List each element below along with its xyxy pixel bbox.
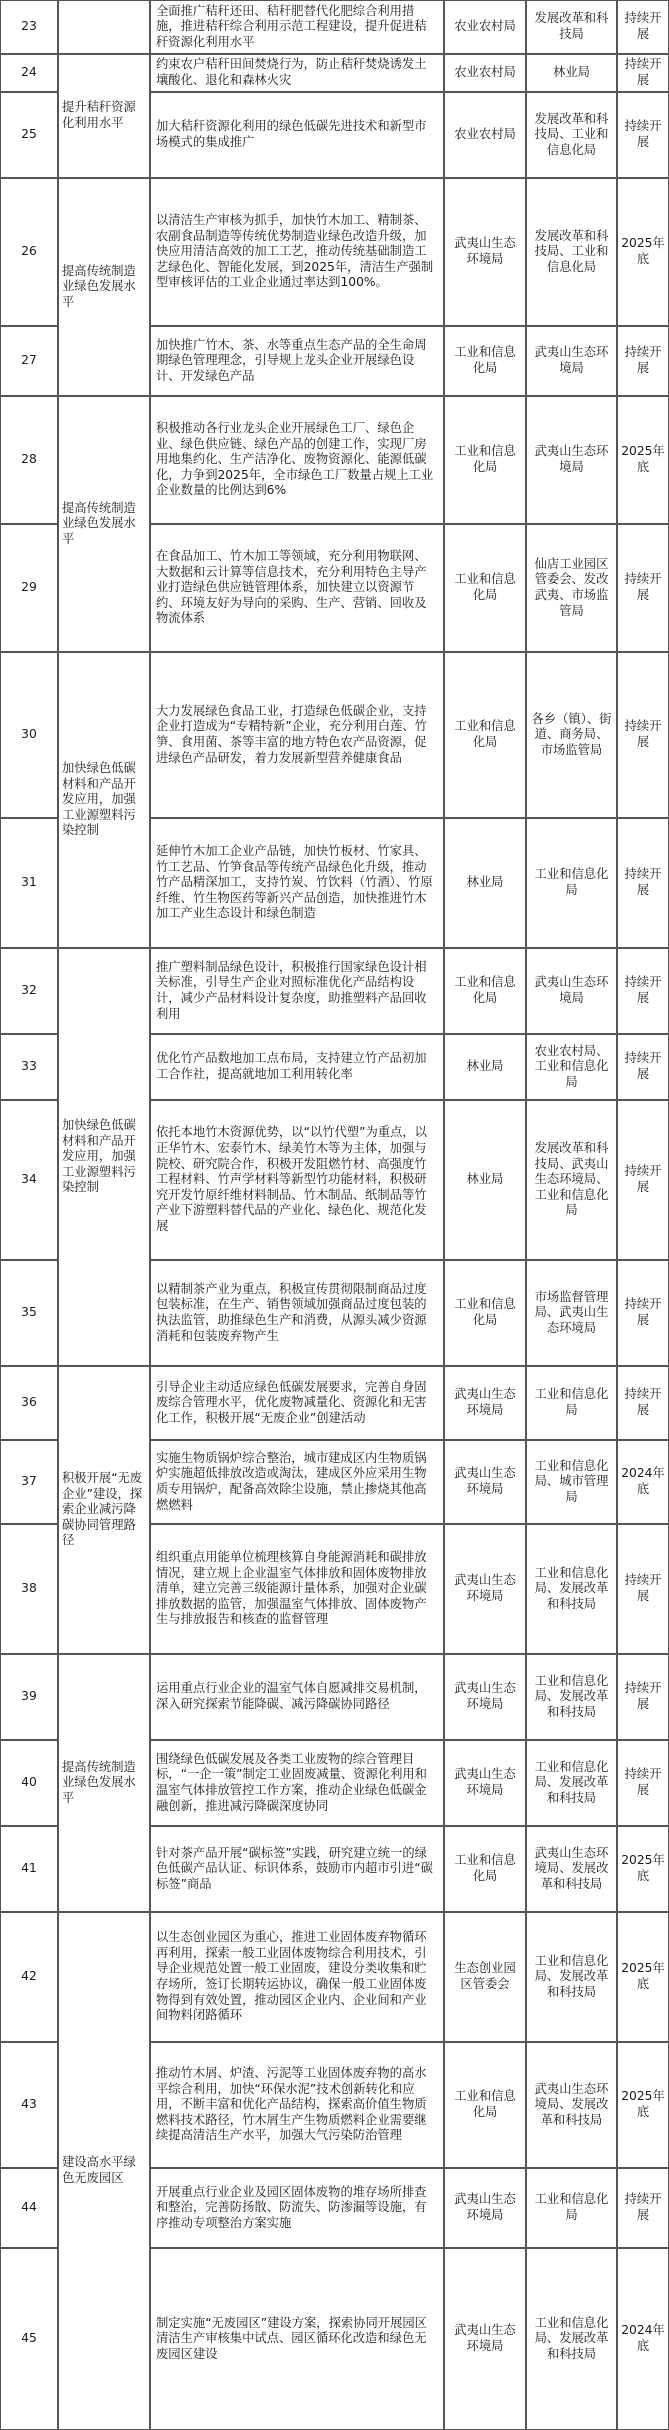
- lead-unit-text: 工业和信息化局: [454, 345, 516, 375]
- row-number: [0, 396, 58, 524]
- row-number-text: 40: [21, 1775, 37, 1790]
- responsible-unit: [526, 1366, 617, 1440]
- row-number: [0, 2168, 58, 2248]
- time-limit: [617, 524, 669, 652]
- task-content: [150, 1366, 444, 1440]
- responsible-unit: [526, 1100, 617, 1260]
- task-content-text: 加快推广竹木、茶、水等重点生态产品的全生命周期绿色管理理念，引导规上龙头企业开展绿色设计、开发绿色产品: [156, 337, 427, 383]
- time-limit: [617, 1524, 669, 1654]
- category-cell: [58, 1366, 150, 1654]
- time-limit-text: 2025年底: [621, 236, 665, 266]
- time-limit: [617, 1740, 669, 1826]
- lead-unit-text: 工业和信息化局: [454, 719, 516, 749]
- responsible-unit-text: 发展改革和科技局: [534, 11, 609, 41]
- row-number: [0, 818, 58, 948]
- row-number-text: 32: [21, 983, 37, 998]
- row-number-text: 31: [21, 875, 37, 890]
- category-text: 提升秸秆资源化利用水平: [62, 100, 136, 130]
- time-limit-text: 持续开展: [624, 11, 662, 41]
- time-limit-text: 持续开展: [624, 867, 662, 897]
- lead-unit-text: 武夷山生态环境局: [454, 1573, 516, 1603]
- task-content: [150, 54, 444, 92]
- time-limit: [617, 1912, 669, 2042]
- row-number: [0, 1740, 58, 1826]
- task-content: [150, 1260, 444, 1366]
- responsible-unit: [526, 1740, 617, 1826]
- responsible-unit: [526, 1260, 617, 1366]
- responsible-unit: [526, 652, 617, 818]
- time-limit: [617, 1260, 669, 1366]
- time-limit: [617, 2248, 669, 2430]
- responsible-unit-text: 武夷山生态环境局: [534, 975, 609, 1005]
- time-limit-text: 2024年底: [621, 1466, 665, 1496]
- responsible-unit: [526, 1524, 617, 1654]
- lead-unit: [444, 1100, 526, 1260]
- lead-unit: [444, 948, 526, 1034]
- row-number: [0, 1100, 58, 1260]
- responsible-unit: [526, 92, 617, 178]
- category-text: 提高传统制造业绿色发展水平: [62, 263, 136, 309]
- lead-unit: [444, 396, 526, 524]
- task-content: [150, 652, 444, 818]
- row-number-text: 44: [21, 2200, 37, 2215]
- row-number-text: 45: [21, 2331, 37, 2346]
- responsible-unit: [526, 1654, 617, 1740]
- time-limit: [617, 1654, 669, 1740]
- task-content: [150, 2042, 444, 2168]
- task-content: [150, 948, 444, 1034]
- row-number: [0, 2042, 58, 2168]
- lead-unit: [444, 524, 526, 652]
- time-limit-text: 持续开展: [624, 1681, 662, 1711]
- responsible-unit-text: 武夷山生态环境局、发展改革和科技局: [534, 2081, 609, 2127]
- lead-unit: [444, 92, 526, 178]
- row-number-text: 23: [21, 19, 37, 34]
- time-limit-text: 持续开展: [624, 1767, 662, 1797]
- responsible-unit-text: 工业和信息化局: [534, 867, 609, 897]
- lead-unit: [444, 1524, 526, 1654]
- responsible-unit-text: 工业和信息化局、发展改革和科技局: [534, 1759, 609, 1805]
- time-limit-text: 持续开展: [624, 2192, 662, 2222]
- responsible-unit-text: 工业和信息化局: [534, 1387, 609, 1417]
- lead-unit-text: 林业局: [466, 1172, 504, 1187]
- responsible-unit-text: 武夷山生态环境局: [534, 345, 609, 375]
- row-number-text: 42: [21, 1969, 37, 1984]
- task-content: [150, 92, 444, 178]
- responsible-unit: [526, 524, 617, 652]
- time-limit: [617, 2042, 669, 2168]
- row-number: [0, 652, 58, 818]
- task-content-text: 大力发展绿色食品工业，打造绿色低碳企业，支持企业打造成为“专精特新”企业，充分利用白莲、竹笋、食用菌、茶等丰富的地方特色农产品资源，促进绿色产品研发，着力发展新型营养健康食品: [156, 703, 427, 765]
- lead-unit-text: 工业和信息化局: [454, 444, 516, 474]
- time-limit: [617, 396, 669, 524]
- lead-unit-text: 武夷山生态环境局: [454, 2323, 516, 2353]
- category-text: 加快绿色低碳材料和产品开发应用，加强工业源塑料污染控制: [62, 1118, 136, 1195]
- task-content: [150, 524, 444, 652]
- task-content-text: 针对茶产品开展“碳标签”实践，研究建立统一的绿色低碳产品认证、标识体系，鼓励市内超市引进“碳标签”商品: [156, 1845, 433, 1891]
- time-limit-text: 2025年底: [621, 2089, 665, 2119]
- row-number: [0, 524, 58, 652]
- lead-unit-text: 工业和信息化局: [454, 1297, 516, 1327]
- responsible-unit-text: 林业局: [553, 65, 590, 80]
- row-number-text: 39: [21, 1689, 37, 1704]
- time-limit-text: 持续开展: [624, 57, 662, 87]
- time-limit-text: 2025年底: [621, 444, 665, 474]
- responsible-unit: [526, 396, 617, 524]
- responsible-unit: [526, 948, 617, 1034]
- lead-unit-text: 农业农村局: [454, 19, 516, 34]
- row-number-text: 28: [21, 452, 37, 467]
- row-number-text: 26: [21, 244, 37, 259]
- lead-unit: [444, 2248, 526, 2430]
- row-number: [0, 178, 58, 326]
- task-content-text: 制定实施“无废园区”建设方案，探索协同开展园区清洁生产审核集中试点、园区循环化改造和绿色无废园区建设: [156, 2315, 427, 2361]
- lead-unit: [444, 652, 526, 818]
- time-limit: [617, 1100, 669, 1260]
- responsible-unit-text: 武夷山生态环境局、发展改革和科技局: [534, 1845, 609, 1891]
- row-number: [0, 1826, 58, 1912]
- row-number-text: 38: [21, 1581, 37, 1596]
- responsible-unit: [526, 1440, 617, 1524]
- lead-unit-text: 农业农村局: [454, 65, 516, 80]
- lead-unit-text: 工业和信息化局: [454, 2089, 516, 2119]
- time-limit-text: 持续开展: [624, 1051, 662, 1081]
- responsible-unit-text: 武夷山生态环境局: [534, 444, 609, 474]
- lead-unit: [444, 178, 526, 326]
- time-limit-text: 持续开展: [624, 1297, 662, 1327]
- task-content-text: 实施生物质锅炉综合整治，城市建成区内生物质锅炉实施超低排放改造或淘汰，建成区外应采用生物质专用锅炉，配备高效除尘设施，禁止掺烧其他高燃燃料: [156, 1450, 427, 1512]
- time-limit: [617, 818, 669, 948]
- category-cell: [58, 396, 150, 652]
- responsible-unit: [526, 54, 617, 92]
- lead-unit-text: 农业农村局: [454, 127, 516, 142]
- category-text: 提高传统制造业绿色发展水平: [62, 500, 136, 546]
- task-content-text: 优化竹产品数地加工点布局，支持建立竹产品初加工合作社，提高就地加工利用转化率: [156, 1051, 427, 1081]
- row-number-text: 34: [21, 1172, 37, 1187]
- row-number-text: 35: [21, 1305, 37, 1320]
- responsible-unit-text: 工业和信息化局、城市管理局: [534, 1458, 609, 1504]
- lead-unit: [444, 1440, 526, 1524]
- responsible-unit-text: 工业和信息化局、发展改革和科技局: [534, 1953, 609, 1999]
- time-limit-text: 持续开展: [624, 1387, 662, 1417]
- task-content-text: 以清洁生产审核为抓手，加快竹木加工、精制茶、农副食品制造等传统优势制造业绿色改造升级，加快应用清洁高效的加工工艺，推动传统基础制造工艺绿色化、智能化发展，到2025年，清洁生产强制型审核评估的工业企业通过率达到100%。: [156, 213, 434, 290]
- lead-unit-text: 武夷山生态环境局: [454, 1681, 516, 1711]
- row-number: [0, 326, 58, 396]
- row-number: [0, 2248, 58, 2430]
- category-cell: [58, 652, 150, 948]
- row-number: [0, 1366, 58, 1440]
- responsible-unit: [526, 1912, 617, 2042]
- task-content-text: 以生态创业园区为重心，推进工业固体废弃物循环再利用，探索一般工业固体废物综合利用技术，引导企业规范处置一般工业固废，建设分类收集和贮存场所，签订长期转运协议，确保一般工业固体废物得到有效处置，推动园区企业内、企业间和产业间物料闭路循环: [156, 1930, 427, 2023]
- row-number-text: 43: [21, 2097, 37, 2112]
- lead-unit-text: 生态创业园区管委会: [454, 1961, 516, 1991]
- row-number: [0, 0, 58, 54]
- lead-unit: [444, 1034, 526, 1100]
- responsible-unit: [526, 326, 617, 396]
- time-limit: [617, 652, 669, 818]
- responsible-unit-text: 农业农村局、工业和信息化局: [534, 1043, 609, 1089]
- row-number: [0, 1034, 58, 1100]
- lead-unit-text: 武夷山生态环境局: [454, 1387, 516, 1417]
- row-number-text: 41: [21, 1861, 37, 1876]
- time-limit-text: 持续开展: [624, 975, 662, 1005]
- lead-unit-text: 武夷山生态环境局: [454, 1466, 516, 1496]
- task-content-text: 推广塑料制品绿色设计，积极推行国家绿色设计相关标准，引导生产企业对照标准优化产品结构设计，减少产品材料设计复杂度，助推塑料产品回收利用: [156, 959, 427, 1021]
- responsible-unit-text: 发展改革和科技局、工业和信息化局: [534, 111, 609, 157]
- task-content: [150, 326, 444, 396]
- task-content: [150, 1740, 444, 1826]
- task-content-text: 依托本地竹木资源优势，以“以竹代塑”为重点，以正华竹木、宏泰竹木、绿美竹木等为主体，加强与院校、研究院合作，积极开发阻燃竹材、高强度竹工程材料、竹声学材料等新型竹功能材料，积极研究开发竹原纤维材料制品、竹木制品、纸制品等竹产业下游塑料替代品的产业化、绿色化、规范化发展: [156, 1125, 427, 1233]
- responsible-unit: [526, 1826, 617, 1912]
- task-content-text: 积极推动各行业龙头企业开展绿色工厂、绿色企业、绿色供应链、绿色产品的创建工作，实现厂房用地集约化、生产洁净化、废物资源化、能源低碳化，力争到2025年，全市绿色工厂数量占规上工业企业数量的比例达到6%: [156, 421, 434, 498]
- time-limit: [617, 1366, 669, 1440]
- responsible-unit-text: 工业和信息化局、发展改革和科技局: [534, 1673, 609, 1719]
- time-limit-text: 2025年底: [621, 1853, 665, 1883]
- row-number-text: 37: [21, 1474, 37, 1489]
- lead-unit-text: 工业和信息化局: [454, 572, 516, 602]
- lead-unit-text: 工业和信息化局: [454, 1853, 516, 1883]
- task-content: [150, 1034, 444, 1100]
- task-content-text: 推动竹木屑、炉渣、污泥等工业固体废弃物的高水平综合利用，加快“环保水泥”技术创新转化和应用，不断丰富和优化产品结构，探索高价值生物质燃料技术路径，竹木屑生产生物质燃料企业需要继续提高清洁生产水平，加强大气污染防治管理: [156, 2066, 427, 2143]
- task-content-text: 约束农户秸秆田间焚烧行为，防止秸秆焚烧诱发土壤酸化、退化和森林火灾: [156, 57, 427, 87]
- category-cell: [58, 178, 150, 396]
- row-number-text: 25: [21, 127, 37, 142]
- lead-unit-text: 林业局: [466, 1059, 504, 1074]
- responsible-unit: [526, 178, 617, 326]
- task-content: [150, 1654, 444, 1740]
- lead-unit: [444, 1740, 526, 1826]
- row-number: [0, 1524, 58, 1654]
- responsible-unit-text: 市场监督管理局、武夷山生态环境局: [534, 1289, 609, 1335]
- row-number: [0, 1440, 58, 1524]
- time-limit: [617, 0, 669, 54]
- task-content-text: 延伸竹木加工企业产品链，加快竹板材、竹家具、竹工艺品、竹笋食品等传统产品绿色化升级，推动竹产品精深加工，支持竹炭、竹饮料（竹酒）、竹原纤维、竹生物医药等新兴产品创造，加快推进竹木加工产业生态设计和绿色制造: [156, 844, 433, 921]
- task-content: [150, 1826, 444, 1912]
- task-content: [150, 1440, 444, 1524]
- task-content-text: 加大秸秆资源化利用的绿色低碳先进技术和新型市场模式的集成推广: [156, 119, 427, 149]
- responsible-unit: [526, 2042, 617, 2168]
- responsible-unit: [526, 0, 617, 54]
- task-content: [150, 396, 444, 524]
- task-content-text: 全面推广秸秆还田、秸秆肥替代化肥综合利用措施，推进秸秆综合利用示范工程建设，提升促进秸秆资源化利用水平: [156, 3, 427, 49]
- time-limit: [617, 1440, 669, 1524]
- category-cell: [58, 1654, 150, 1912]
- row-number: [0, 948, 58, 1034]
- task-content: [150, 178, 444, 326]
- time-limit: [617, 1826, 669, 1912]
- lead-unit: [444, 1912, 526, 2042]
- task-content: [150, 1912, 444, 2042]
- time-limit-text: 2024年底: [621, 2323, 665, 2353]
- time-limit-text: 持续开展: [624, 119, 662, 149]
- time-limit: [617, 54, 669, 92]
- task-content-text: 引导企业主动适应绿色低碳发展要求，完善自身固废综合管理水平，优化废物减量化、资源化和无害化工作，积极开展“无废企业”创建活动: [156, 1379, 427, 1425]
- task-content-text: 运用重点行业企业的温室气体自愿减排交易机制，深入研究探索节能降碳、减污降碳协同路径: [156, 1681, 427, 1711]
- task-content: [150, 2248, 444, 2430]
- category-cell: [58, 1912, 150, 2430]
- lead-unit-text: 武夷山生态环境局: [454, 236, 516, 266]
- time-limit: [617, 326, 669, 396]
- row-number: [0, 1654, 58, 1740]
- row-number: [0, 1912, 58, 2042]
- time-limit: [617, 178, 669, 326]
- responsible-unit-text: 工业和信息化局、发展改革和科技局: [534, 1565, 609, 1611]
- category-text: 积极开展“无废企业”建设，探索企业减污降碳协同管理路径: [62, 1471, 143, 1548]
- task-content-text: 围绕绿色低碳发展及各类工业废物的综合管理目标，“一企一策”制定工业固废减量、资源化利用和温室气体排放管控工作方案，推动企业绿色低碳金融创新，推进减污降碳深度协同: [156, 1751, 427, 1813]
- task-content-text: 以精制茶产业为重点，积极宣传贯彻限制商品过度包装标准，在生产、销售领域加强商品过度包装的执法监管，助推绿色生产和消费，从源头减少资源消耗和包装废弃物产生: [156, 1281, 427, 1343]
- lead-unit-text: 林业局: [466, 875, 504, 890]
- task-content-text: 开展重点行业企业及园区固体废物的堆存场所排查和整治，完善防扬散、防流失、防渗漏等设施，有序推动专项整治方案实施: [156, 2184, 427, 2230]
- time-limit-text: 持续开展: [624, 572, 662, 602]
- lead-unit: [444, 1366, 526, 1440]
- lead-unit: [444, 1826, 526, 1912]
- time-limit-text: 持续开展: [624, 719, 662, 749]
- task-content: [150, 1524, 444, 1654]
- category-cell: [58, 54, 150, 178]
- row-number-text: 29: [21, 580, 37, 595]
- responsible-unit: [526, 2248, 617, 2430]
- lead-unit: [444, 2168, 526, 2248]
- responsible-unit: [526, 1034, 617, 1100]
- lead-unit: [444, 1260, 526, 1366]
- responsible-unit-text: 发展改革和科技局、武夷山生态环境局、工业和信息化局: [534, 1141, 609, 1218]
- lead-unit: [444, 0, 526, 54]
- lead-unit: [444, 818, 526, 948]
- time-limit: [617, 1034, 669, 1100]
- time-limit: [617, 92, 669, 178]
- row-number-text: 27: [21, 353, 37, 368]
- lead-unit: [444, 1654, 526, 1740]
- row-number-text: 30: [21, 727, 37, 742]
- category-text: 建设高水平绿色无废园区: [62, 2155, 136, 2185]
- row-number-text: 33: [21, 1059, 37, 1074]
- category-text: 加快绿色低碳材料和产品开发应用，加强工业源塑料污染控制: [62, 761, 136, 838]
- category-cell: [58, 948, 150, 1366]
- lead-unit: [444, 2042, 526, 2168]
- row-number: [0, 54, 58, 92]
- responsible-unit-text: 发展改革和科技局、工业和信息化局: [534, 228, 609, 274]
- lead-unit: [444, 326, 526, 396]
- task-content-text: 组织重点用能单位梳理核算自身能源消耗和碳排放情况，建立规上企业温室气体排放和固体废物排放清单，建立完善三级能源计量体系，加强对企业碳排放数据的监管，加强温室气体排放、固体废物产生与排放报告和核查的监督管理: [156, 1550, 427, 1627]
- row-number-text: 24: [21, 65, 37, 80]
- time-limit-text: 持续开展: [624, 1573, 662, 1603]
- responsible-unit: [526, 818, 617, 948]
- lead-unit-text: 工业和信息化局: [454, 975, 516, 1005]
- time-limit-text: 持续开展: [624, 1164, 662, 1194]
- responsible-unit-text: 各乡（镇）、街道、商务局、市场监管局: [531, 711, 612, 757]
- responsible-unit-text: 工业和信息化局: [534, 2192, 609, 2222]
- responsible-unit-text: 仙店工业园区管委会、发改武夷、市场监管局: [534, 556, 609, 618]
- lead-unit-text: 武夷山生态环境局: [454, 1767, 516, 1797]
- category-cell: [58, 0, 150, 54]
- category-text: 提高传统制造业绿色发展水平: [62, 1759, 136, 1805]
- row-number: [0, 1260, 58, 1366]
- task-content: [150, 1100, 444, 1260]
- responsible-unit: [526, 2168, 617, 2248]
- time-limit: [617, 948, 669, 1034]
- row-number-text: 36: [21, 1395, 37, 1410]
- task-content-text: 在食品加工、竹木加工等领域，充分利用物联网、大数据和云计算等信息技术，充分利用特色主导产业打造绿色供应链管理体系，加快建立以资源节约、环境友好为导向的采购、生产、营销、回收及物流体系: [156, 549, 427, 626]
- task-content: [150, 0, 444, 54]
- time-limit-text: 持续开展: [624, 345, 662, 375]
- time-limit-text: 2025年底: [621, 1961, 665, 1991]
- row-number: [0, 92, 58, 178]
- lead-unit: [444, 54, 526, 92]
- task-content: [150, 818, 444, 948]
- task-content: [150, 2168, 444, 2248]
- time-limit: [617, 2168, 669, 2248]
- responsible-unit-text: 工业和信息化局、发展改革和科技局: [534, 2315, 609, 2361]
- lead-unit-text: 武夷山生态环境局: [454, 2192, 516, 2222]
